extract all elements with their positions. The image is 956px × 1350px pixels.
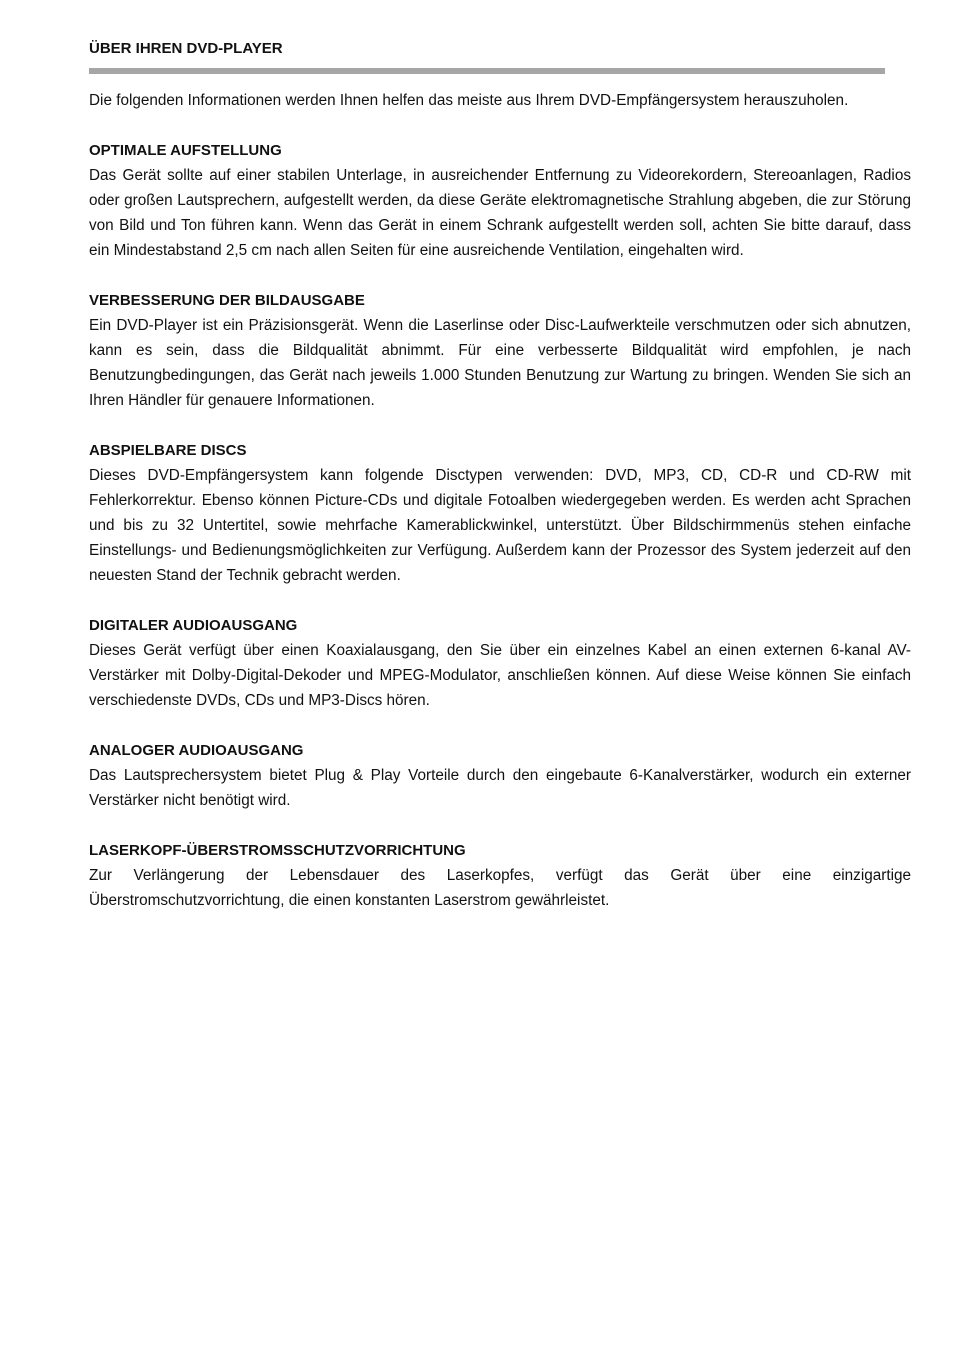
section-body: Zur Verlängerung der Lebensdauer des Laserkopfes, verfügt das Gerät über eine einzigartige Überstromschutzvorrichtung, die einen konstanten Laserstrom gewährleistet. [89, 867, 911, 909]
section-abspielbare-discs [89, 438, 911, 588]
page-title: ÜBER IHREN DVD-PLAYER [89, 40, 283, 57]
section-heading: ANALOGER AUDIOAUSGANG [89, 742, 304, 759]
document-page [89, 38, 911, 913]
section-body: Dieses DVD-Empfängersystem kann folgende Disctypen verwenden: DVD, MP3, CD, CD-R und CD-RW mit Fehlerkorrektur. Ebenso können Picture-CDs und digitale Fotoalben wiedergegeben werden. Es werden acht Sprachen und bis zu 32 Untertitel, sowie mehrfache Kamerablickwinkel, unterstützt. Über Bildschirmmenüs stehen einfache Einstellungs- und Bedienungsmöglichkeiten zur Verfügung. Außerdem kann der Prozessor des System jederzeit auf den neuesten Stand der Technik gebracht werden. [89, 467, 911, 584]
section-digitaler-audioausgang [89, 613, 911, 713]
section-optimale-aufstellung [89, 138, 911, 263]
section-heading: ABSPIELBARE DISCS [89, 442, 247, 459]
section-verbesserung-der-bildausgabe [89, 288, 911, 413]
section-heading: OPTIMALE AUFSTELLUNG [89, 142, 282, 159]
intro-paragraph: Die folgenden Informationen werden Ihnen helfen das meiste aus Ihrem DVD-Empfängersystem herauszuholen. [89, 92, 849, 109]
section-body: Dieses Gerät verfügt über einen Koaxialausgang, den Sie über ein einzelnes Kabel an einen externen 6-kanal AV-Verstärker mit Dolby-Digital-Dekoder und MPEG-Modulator, anschließen können. Auf diese Weise können Sie einfach verschiedenste DVDs, CDs und MP3-Discs hören. [89, 642, 911, 709]
title-divider [89, 68, 885, 74]
section-laserkopf-schutz [89, 838, 911, 913]
section-heading: LASERKOPF-ÜBERSTROMSSCHUTZVORRICHTUNG [89, 842, 466, 859]
section-heading: DIGITALER AUDIOAUSGANG [89, 617, 298, 634]
section-body: Das Gerät sollte auf einer stabilen Unterlage, in ausreichender Entfernung zu Videorekordern, Stereoanlagen, Radios oder großen Lautsprechern, aufgestellt werden, da diese Geräte elektromagnetische Strahlung abgeben, die zur Störung von Bild und Ton führen kann. Wenn das Gerät in einem Schrank aufgestellt werden soll, achten Sie bitte darauf, dass ein Mindestabstand 2,5 cm nach allen Seiten für eine ausreichende Ventilation, eingehalten wird. [89, 167, 911, 259]
section-heading: VERBESSERUNG DER BILDAUSGABE [89, 292, 365, 309]
section-body: Ein DVD-Player ist ein Präzisionsgerät. Wenn die Laserlinse oder Disc-Laufwerkteile verschmutzen oder sich abnutzen, kann es sein, dass die Bildqualität abnimmt. Für eine verbesserte Bildqualität wird empfohlen, je nach Benutzungbedingungen, das Gerät nach jeweils 1.000 Stunden Benutzung zur Wartung zu bringen. Wenden Sie sich an Ihren Händler für genauere Informationen. [89, 317, 911, 409]
section-analoger-audioausgang [89, 738, 911, 813]
section-body: Das Lautsprechersystem bietet Plug & Play Vorteile durch den eingebaute 6-Kanalverstärker, wodurch ein externer Verstärker nicht benötigt wird. [89, 767, 911, 809]
